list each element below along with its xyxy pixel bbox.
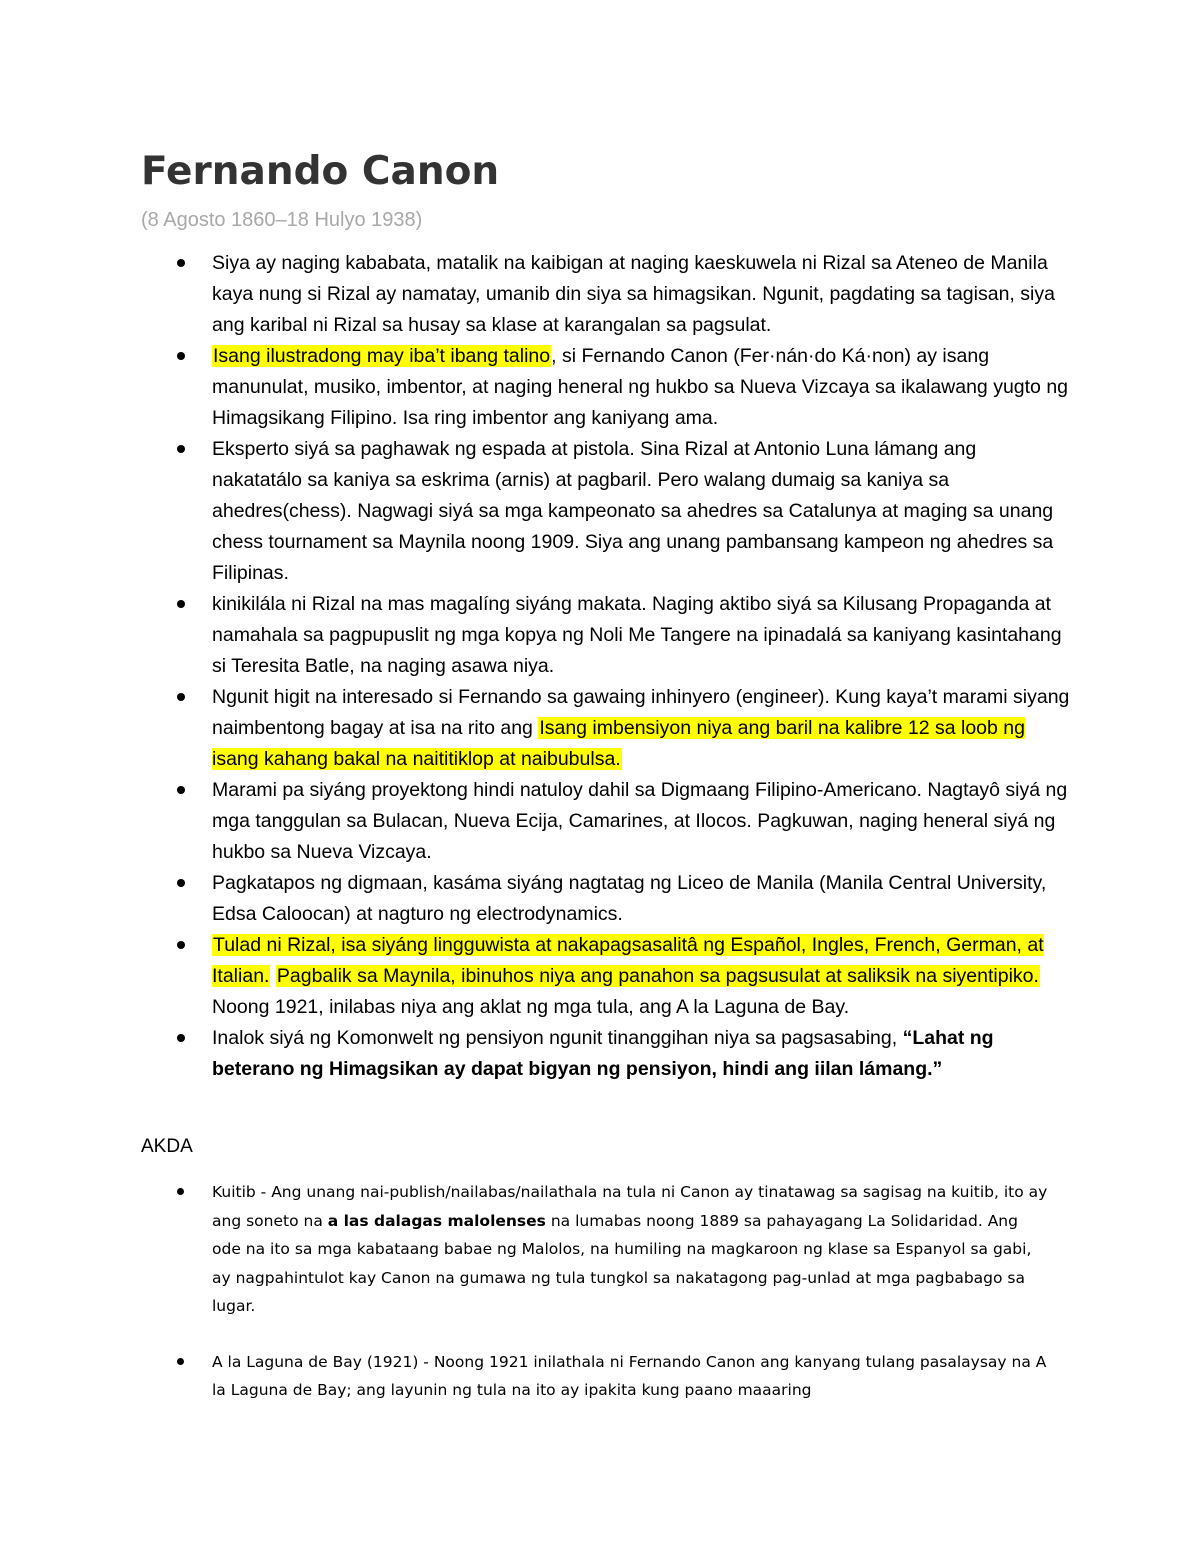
bullet-icon: [177, 786, 185, 794]
bullet-icon: [177, 879, 185, 887]
list-item: [141, 775, 1071, 868]
work-text: Kuitib - Ang unang nai-publish/nailabas/nailathala na tula ni Canon ay tinatawag sa sagisag na kuitib, ito ay ang soneto na: [212, 1183, 1048, 1230]
highlighted-text: Isang imbensiyon niya ang baril na kalibre 12 sa loob ng isang kahang bakal na naititiklop at naibubulsa.: [212, 717, 1025, 770]
bullet-text: Ngunit higit na interesado si Fernando sa gawaing inhinyero (engineer). Kung kaya’t marami siyang naimbentong bagay at isa na rito ang: [212, 686, 1070, 739]
bullet-text: Eksperto siyá sa paghawak ng espada at pistola. Sina Rizal at Antonio Luna lámang ang nakatatálo sa kaniya sa eskrima (arnis) at pagbaril. Pero walang dumaig sa kaniya sa ahedres(chess). Nagwagi siyá sa mga kampeonato sa ahedres sa Catalunya at maging sa unang chess tournament sa Maynila noong 1909. Siya ang unang pambansang kampeon ng ahedres sa Filipinas.: [212, 438, 1054, 584]
bullet-icon: [177, 941, 185, 949]
section-heading: AKDA: [141, 1136, 193, 1157]
bullet-text: , si Fernando Canon (Fer·nán·do Ká·non) ay isang manunulat, musiko, imbentor, at naging heneral ng hukbo sa Nueva Vizcaya sa ikalawang yugto ng Himagsikang Filipino. Isa ring imbentor ang kaniyang ama.: [212, 345, 1069, 429]
list-item: [141, 589, 1071, 682]
life-dates: (8 Agosto 1860–18 Hulyo 1938): [141, 209, 423, 231]
work-text: na lumabas noong 1889 sa pahayagang La Solidaridad. Ang ode na ito sa mga kabataang babae ng Malolos, na humiling na magkaroon ng klase sa Espanyol sa gabi, ay nagpahintulot kay Canon na gumawa ng tula tungkol sa nakatagong pag-unlad at mga pagbabago sa lugar.: [212, 1211, 1032, 1315]
works-list: [141, 1178, 1051, 1405]
bullet-icon: [177, 600, 185, 608]
bullet-text: kinikilála ni Rizal na mas magalíng siyáng makata. Naging aktibo siyá sa Kilusang Propaganda at namahala sa pagpupuslit ng mga kopya ng Noli Me Tangere na ipinadalá sa kaniyang kasintahang si Teresita Batle, na naging asawa niya.: [212, 593, 1062, 677]
bullet-icon: [177, 259, 185, 267]
bullet-icon: [177, 445, 185, 453]
bullet-text: Inalok siyá ng Komonwelt ng pensiyon ngunit tinanggihan niya sa pagsasabing,: [212, 1027, 903, 1049]
bullet-icon: [177, 1358, 184, 1365]
list-item: [141, 1023, 1071, 1085]
bullet-text: Marami pa siyáng proyektong hindi natuloy dahil sa Digmaang Filipino-Americano. Nagtayô siyá ng mga tanggulan sa Bulacan, Nueva Ecija, Camarines, at Ilocos. Pagkuwan, naging heneral siyá ng hukbo sa Nueva Vizcaya.: [212, 779, 1068, 863]
list-item: [141, 1178, 1051, 1321]
page-title: Fernando Canon: [141, 149, 500, 194]
bullet-text: Siya ay naging kababata, matalik na kaibigan at naging kaeskuwela ni Rizal sa Ateneo de Manila kaya nung si Rizal ay namatay, umanib din siya sa himagsikan. Ngunit, pagdating sa tagisan, siya ang karibal ni Rizal sa husay sa klase at karangalan sa pagsulat.: [212, 252, 1055, 336]
highlighted-text: Isang ilustradong may iba’t ibang talino: [213, 345, 551, 367]
work-text: A la Laguna de Bay (1921) - Noong 1921 inilathala ni Fernando Canon ang kanyang tulang pasalaysay na A la Laguna de Bay; ang layunin ng tula na ito ay ipakita kung paano maaaring: [212, 1352, 1047, 1399]
highlighted-text: Pagbalik sa Maynila, ibinuhos niya ang panahon sa pagsusulat at saliksik na siyentipiko.: [276, 965, 1039, 987]
bold-quote: “Lahat ng beterano ng Himagsikan ay dapat bigyan ng pensiyon, hindi ang iilan lámang.”: [212, 1027, 994, 1080]
bullet-icon: [177, 1188, 184, 1195]
bullet-icon: [177, 1034, 185, 1042]
bullet-icon: [177, 352, 185, 360]
highlighted-text: Tulad ni Rizal, isa siyáng lingguwista at nakapagsasalitâ ng Español, Ingles, French, German, at Italian.: [212, 934, 1044, 987]
biography-list: [141, 248, 1071, 1085]
list-item: [141, 930, 1071, 1023]
bullet-text: Pagkatapos ng digmaan, kasáma siyáng nagtatag ng Liceo de Manila (Manila Central University, Edsa Caloocan) at nagturo ng electrodynamics.: [212, 872, 1047, 925]
list-item: [141, 868, 1071, 930]
list-item: [141, 341, 1071, 434]
bullet-icon: [177, 693, 185, 701]
bullet-text: Noong 1921, inilabas niya ang aklat ng mga tula, ang A la Laguna de Bay.: [212, 996, 850, 1018]
bold-title: a las dalagas malolenses: [327, 1211, 546, 1230]
list-item: [141, 682, 1071, 775]
list-item: [141, 248, 1071, 341]
list-item: [141, 1348, 1051, 1405]
list-item: [141, 434, 1071, 589]
